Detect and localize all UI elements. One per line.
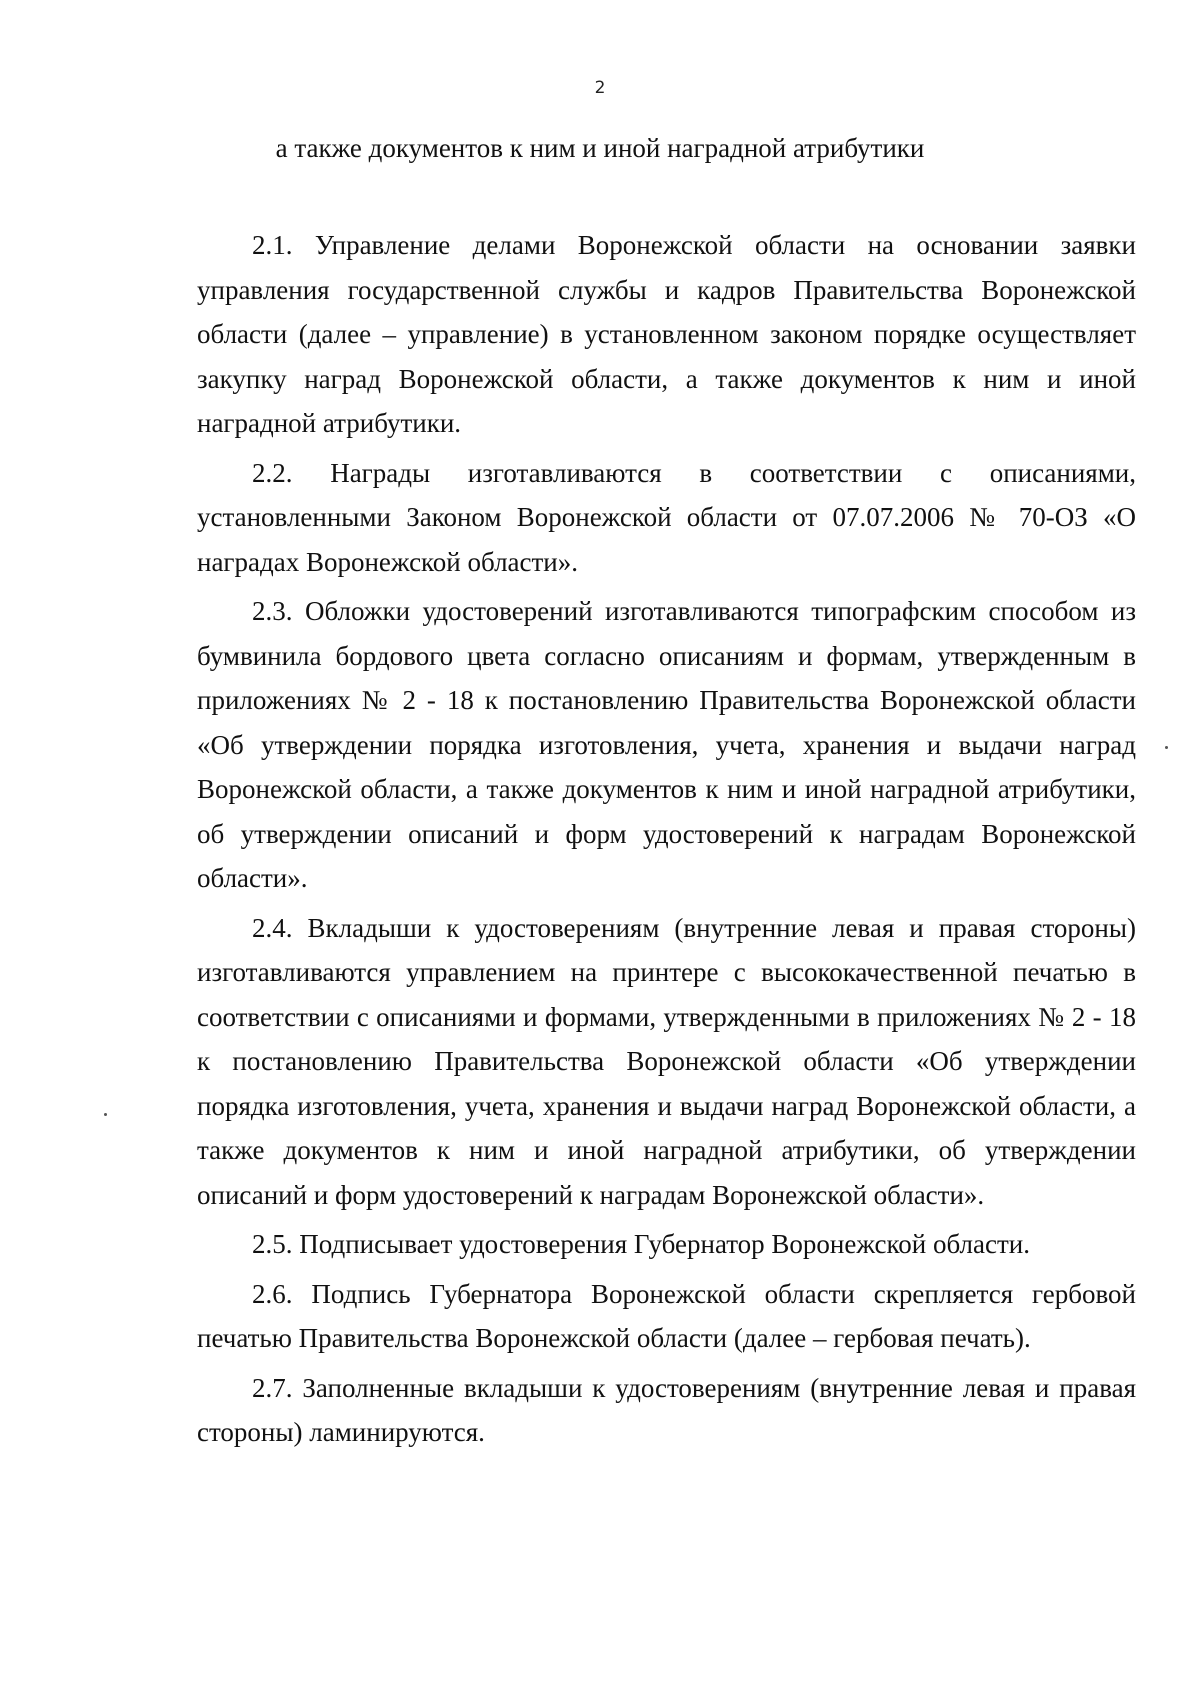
scan-speck — [104, 1113, 107, 1116]
paragraph-2-6: 2.6. Подпись Губернатора Воронежской области скрепляется гербовой печатью Правительства Воронежской области (далее – гербовая печать). — [197, 1278, 1136, 1353]
page-number: 2 — [594, 78, 606, 98]
paragraph-2-3: 2.3. Обложки удостоверений изготавливаются типографским способом из бумвинила бордового цвета согласно описаниям и формам, утвержденным в приложениях № 2 - 18 к постановлению Правительства Воронежской области «Об утверждении порядка изготовления, учета, хранения и выдачи наград Воронежской области, а также документов к ним и иной наградной атрибутики, об утверждении описаний и форм удостоверений к наградам Воронежской области». — [197, 596, 1136, 893]
paragraph-2-1: 2.1. Управление делами Воронежской области на основании заявки управления государственной службы и кадров Правительства Воронежской области (далее – управление) в установленном законом порядке осуществляет закупку наград Воронежской области, а также документов к ним и иной наградной атрибутики. — [197, 230, 1136, 438]
section-title: а также документов к ним и иной наградной атрибутики — [275, 133, 925, 163]
paragraph-2-5: 2.5. Подписывает удостоверения Губернатор Воронежской области. — [252, 1229, 1030, 1259]
paragraph-2-7: 2.7. Заполненные вкладыши к удостоверениям (внутренние левая и правая стороны) ламинируются. — [197, 1372, 1136, 1447]
paragraph-2-2: 2.2. Награды изготавливаются в соответствии с описаниями, установленными Законом Воронежской области от 07.07.2006 № 70-ОЗ «О наградах Воронежской области». — [197, 457, 1136, 577]
paragraph-2-4: 2.4. Вкладыши к удостоверениям (внутренние левая и правая стороны) изготавливаются управлением на принтере с высококачественной печатью в соответствии с описаниями и формами, утвержденными в приложениях № 2 - 18 к постановлению Правительства Воронежской области «Об утверждении порядка изготовления, учета, хранения и выдачи наград Воронежской области, а также документов к ним и иной наградной атрибутики, об утверждении описаний и форм удостоверений к наградам Воронежской области». — [197, 912, 1136, 1210]
scan-speck — [1165, 746, 1168, 749]
document-body — [197, 223, 1136, 1460]
